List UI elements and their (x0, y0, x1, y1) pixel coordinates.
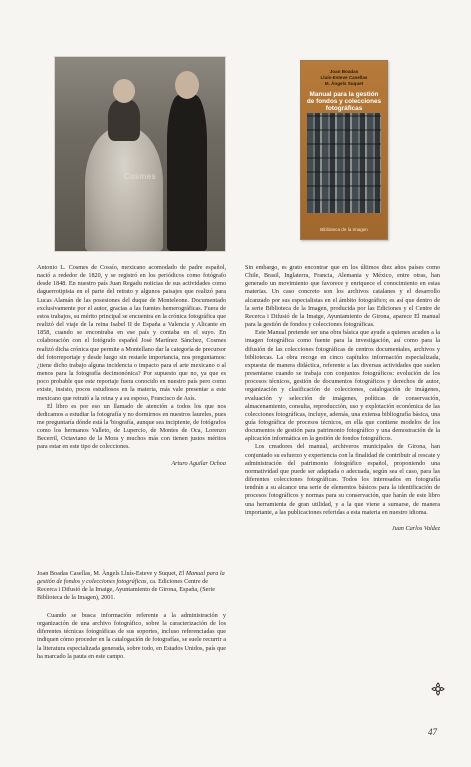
ornament-icon (431, 682, 445, 696)
paragraph: Sin embargo, es grato encontrar que en los últimos diez años países como Chile, Brasil, Inglaterra, Francia, Alemania y México, entre otras, han generado un movimiento que favorece y enriquece el conocimiento en estas materias. Un caso concreto son los archivos catalanes y el desarrollo alcanzado por sus especialistas en el ámbito fotográfico; es así que dentro de la serie Biblioteca de la Imagen, producida por las Ediciones y el Centre de Recerca i Difusió de la Imatge, Ayuntamiento de Girona, aparece El manual para la gestión de fondos y colecciones fotográficas. (245, 264, 440, 329)
book-imprint: Biblioteca de la Imagen (320, 227, 368, 232)
paragraph: El libro es por eso un llamado de atención a todos los que nos dedicamos a estudiar la fotografía y no dormirnos en nuestros laureles, pues me preguntaría dónde está la 'biografía, aunque sea incipiente, de fotógrafos como los hermanos Valleto, de Lupercio, de Montes de Oca, Lorenzo Becerril, Octaviano de la Mora y muchos más con tienen justos méritos para estar en este tipo de colecciones. (37, 402, 226, 451)
paragraph: Los creadores del manual, archiveros municipales de Girona, han conjuntado su esfuerzo y experiencia con la finalidad de contribuir al rescate y administración del patrimonio fotográfico español, proponiendo una normatividad que puede ser adaptada o adecuada, según sea el caso, para las diferentes colecciones fotográficas. Todos los interesados en fotografía tendrán a su alcance una serie de elementos básicos para la identificación de procesos fotográficos y normas para su conservación, que harán de este libro una herramienta de gran utilidad, y a la que viene a sumarse, de manera importante, a las publicaciones referidas a esta materia en nuestro idioma. (245, 443, 440, 516)
historical-portrait-photo (54, 56, 226, 252)
right-column-review-2 (245, 264, 440, 533)
citation-authors: Joan Boadas Casellas, M. Àngels Lluís-Esteve y Suquet, (37, 570, 178, 577)
paragraph: Este Manual pretende ser una obra básica que ayude a quienes acuden a la imagen fotográfica como fuente para la investigación, así como para la difusión de las colecciones fotográficas de centros documentales, archivos y bibliotecas. La obra recoge en cinco capítulos información especializada, expuesta de manera didáctica, referente a las diversas actividades que suelen presentarse cuando se trabaja con conjuntos fotográficos: evolución de los procesos técnicos, gestión de documentos fotográficos y derechos de autor, organización y clasificación de colecciones, catalogación de imágenes, evaluación y selección de imágenes, políticas de conservación, almacenamiento, consulta, reproducción, uso y explotación económica de las colecciones fotográficas, incluye, además, una extensa bibliografía básica, una guía fotográfica de procesos técnicos, en ella que contiene modelos de los documentos de gestión para patrimonio fotográfico y una demostración de la aplicación informática en la gestión de fondos fotográficos. (245, 329, 440, 443)
left-column-review-2 (37, 612, 226, 661)
citation-title: El Manual para la gestión de fondos y colecciones fotográficas, (37, 570, 225, 586)
book-cover-photo (307, 113, 381, 213)
paragraph: Antonio L. Cosmes de Cossío, mexicano acomodado de padre español, nació a rededor de 1820, y se registró en los periódicos como fotógrafo desde 1848. En nuestro país Juan Regadu noticias de sus actividades como daguerrotipista en el parte del retrato y algunos paisajes que realizó para Lucas Alamán de las posesiones del duque de Monteleone. Documentado exclusivamente por el autor, gracias a las fuentes hemerográficas. Fuera de estos trabajos, su mérito principal se encuentra en la crónica fotográfica que realizó del viaje de la reina Isabel II de España a Valencia y Alicante en 1858, cuando se encontraba en ese país y contaba en el suyo. En colaboración con el fotógrafo español José Martínez Sánchez, Cosmes realizó dicha crónica que permite a Montellano dar la categoría de precursor del fotorreportaje y desde luego sin restarle importancia, nos preguntamos: ¿tiene dicho trabajo alguna incidencia o impacto para el arte mexicano o al menos para la fotografía decimonónica? Por supuesto que no, ya que es poco probable que este reportaje fuera conocido en nuestro país pero como existe, insisto, pocos estudiosos en la materia, más vale presentar a este mexicano que retrató a la reina y a su esposo, Francisco de Asís. (37, 264, 226, 402)
book-title: Manual para la gestión de fondos y colecciones fotográficas (306, 91, 382, 112)
book-cover-image (300, 60, 388, 240)
citation-publisher: ca. Ediciones Centre de Recerca i Difusió de la Imatge, Ayuntamiento de Girona, España, (Serie Biblioteca de la Imagen), 2001. (37, 578, 215, 602)
left-column-review-1 (37, 264, 226, 468)
book-citation (37, 570, 226, 603)
book-authors: Joan Boadas Lluís-Esteve Casellas M. Àngels Suquet (320, 69, 368, 86)
photo-caption: Cosmes (123, 172, 157, 181)
paragraph: Cuando se busca información referente a la administración y organización de una archivo fotográfico, sobre la caracterización de los diferentes técnicas fotográficas de sus soportes, incluso referenciadas que indiquen cómo proceder en la catalogación de fotografías, se suele recurrir a la literatura especializada generada, sobre todo, en Estados Unidos, país que ha marcado la pauta en este campo. (37, 612, 226, 660)
review-signature: Juan Carlos Valdez (391, 524, 440, 532)
review-signature: Arturo Aguilar Ochoa (171, 459, 226, 467)
page-number: 47 (428, 727, 437, 737)
